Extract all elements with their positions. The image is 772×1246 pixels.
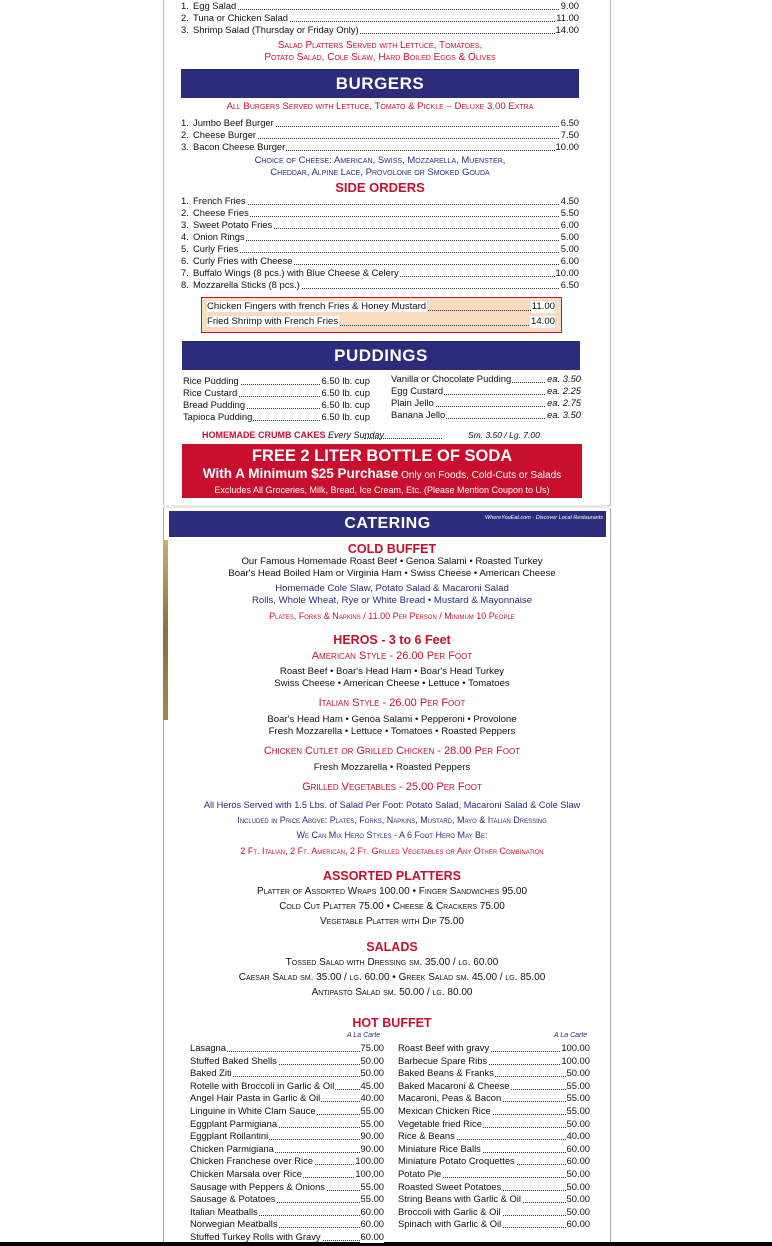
item-label: [190, 1067, 233, 1078]
pudding-item: [391, 373, 581, 385]
item-label: [398, 1105, 492, 1116]
hot-buffet-item: [190, 1055, 384, 1067]
item-price: 6.50: [560, 117, 579, 128]
heros-note2: Included in Price Above: Plates, Forks, Napkins, Mustard, Mayo & Italian Dressing: [237, 815, 547, 825]
item-name: Stuffed Baked Shells: [190, 1054, 277, 1066]
item-price: 75.00: [360, 1042, 384, 1053]
item-name: String Beans with Garlic & Oil: [398, 1193, 521, 1205]
hot-buffet-item: [398, 1042, 590, 1054]
hot-buffet-item: [398, 1067, 590, 1079]
item-label: [398, 1218, 502, 1229]
pudding-item: [391, 385, 581, 397]
item-name: Rice Pudding: [183, 375, 239, 386]
heros-american-l2: Swiss Cheese • American Cheese • Lettuce • Tomatoes: [274, 678, 510, 689]
salad-item: [181, 12, 579, 24]
scan-edge: [163, 540, 168, 720]
item-name: Bread Pudding: [183, 399, 246, 410]
item-name: Tuna or Chicken Salad: [193, 12, 289, 23]
item-price: 6.00: [560, 255, 579, 266]
side-order-item: [181, 231, 579, 243]
heros-note4: 2 Ft. Italian, 2 Ft. American, 2 Ft. Grilled Vegetables or Any Other Combination: [240, 846, 544, 856]
hot-buffet-item: [398, 1143, 590, 1155]
item-price: 55.00: [566, 1105, 590, 1116]
item-label: [181, 207, 250, 218]
item-name: Egg Salad: [193, 0, 237, 11]
item-price: 55.00: [360, 1193, 384, 1205]
item-label: [181, 117, 275, 128]
item-label: [190, 1193, 276, 1204]
crumb-cakes-line: [202, 429, 542, 441]
item-name: French Fries: [193, 195, 246, 206]
item-label: [398, 1130, 456, 1141]
heros-italian: Italian Style - 26.00 Per Foot: [318, 697, 466, 709]
item-name: Norwegian Meatballs: [190, 1218, 278, 1230]
cheese-choice-2: Cheddar, Alpine Lace, Provolone or Smoked Gouda: [270, 167, 490, 178]
item-label: [398, 1143, 482, 1154]
item-label: [181, 12, 289, 23]
item-number: 1.: [181, 0, 189, 11]
item-price: 11.00: [531, 301, 555, 312]
item-name: Baked Ziti: [190, 1067, 232, 1079]
item-label: [190, 1105, 317, 1116]
platters-title: ASSORTED PLATTERS: [323, 869, 461, 883]
item-price: 55.00: [360, 1105, 384, 1116]
hot-buffet-item: [398, 1055, 590, 1067]
pudding-item: [183, 387, 370, 399]
item-name: Linguine in White Clam Sauce: [190, 1105, 316, 1116]
item-label: [181, 231, 246, 242]
side-order-item: [181, 255, 579, 267]
item-name: Potato Pie: [398, 1168, 442, 1179]
soda-minimum: With A Minimum $25 Purchase: [202, 466, 399, 481]
item-label: [181, 0, 237, 11]
hot-buffet-item: [398, 1193, 590, 1205]
heros-veg: Grilled Vegetables - 25.00 Per Foot: [302, 781, 482, 793]
item-name: Sausage with Peppers & Onions: [190, 1180, 325, 1192]
item-price: 60.00: [566, 1142, 590, 1154]
item-label: [398, 1067, 495, 1078]
salads-line1: Tossed Salad with Dressing sm. 35.00 / lg. 60.00: [285, 957, 499, 968]
item-price: ea. 3.50: [547, 373, 581, 384]
item-price: 50.00: [360, 1067, 384, 1079]
item-label: [398, 1055, 488, 1066]
item-label: [391, 373, 512, 384]
item-name: Vanilla or Chocolate Pudding: [391, 373, 512, 384]
item-price: 45.00: [360, 1079, 384, 1091]
item-label: [181, 24, 360, 35]
hot-buffet-item: [398, 1181, 590, 1193]
item-label: [391, 397, 435, 408]
soda-only-on: Only on Foods, Cold-Cuts or Salads: [401, 470, 562, 481]
item-price: 6.50: [560, 279, 579, 290]
item-name: Broccoli with Garlic & Oil: [398, 1205, 501, 1217]
hot-buffet-item: [398, 1168, 590, 1180]
item-number: 2.: [181, 12, 189, 23]
item-label: [190, 1181, 326, 1192]
heros-american-l1: Roast Beef • Boar's Head Ham • Boar's Head Turkey: [279, 666, 505, 677]
cheese-choice-1: Choice of Cheese: American, Swiss, Mozzarella, Muenster,: [254, 155, 506, 166]
item-name: Buffalo Wings (8 pcs.) with Blue Cheese & Celery: [193, 267, 399, 278]
item-label: [398, 1206, 502, 1217]
item-price: 90.00: [360, 1142, 384, 1154]
side-orders-title: SIDE ORDERS: [335, 180, 425, 195]
soda-excludes: Excludes All Groceries, Milk, Bread, Ice Cream, Etc. (Please Mention Coupon to Us): [214, 485, 550, 495]
item-price: 50.00: [566, 1180, 590, 1192]
item-number: 8.: [181, 279, 189, 290]
soda-headline: FREE 2 LITER BOTTLE OF SODA: [251, 447, 513, 465]
item-name: Miniature Potato Croquettes: [398, 1155, 515, 1167]
item-price: 5.50: [560, 207, 579, 218]
item-label: [190, 1130, 269, 1141]
item-price: 50.00: [360, 1054, 384, 1066]
item-name: Mexican Chicken Rice: [398, 1105, 491, 1116]
burgers-note: All Burgers Served with Lettuce, Tomato & Pickle – Deluxe 3.00 Extra: [226, 101, 534, 112]
item-name: Cheese Fries: [193, 207, 249, 218]
hot-buffet-item: [190, 1206, 384, 1218]
cold-buffet-line2: Boar's Head Boiled Ham or Virginia Ham • Swiss Cheese • American Cheese: [228, 568, 556, 579]
platters-line1: Platter of Assorted Wraps 100.00 • Finger Sandwiches 95.00: [256, 886, 528, 897]
item-label: [190, 1042, 227, 1053]
a-la-carte-left: A La Carte: [347, 1032, 381, 1039]
cold-buffet-line4: Rolls, Whole Wheat, Rye or White Bread • Mustard & Mayonnaise: [251, 595, 533, 606]
hot-buffet-item: [190, 1130, 384, 1142]
item-price: 50.00: [566, 1067, 590, 1079]
hot-buffet-item: [398, 1105, 590, 1117]
item-price: 60.00: [360, 1231, 384, 1242]
hot-buffet-item: [398, 1130, 590, 1142]
item-label: [181, 267, 400, 278]
item-label: [207, 316, 339, 327]
salads-line2: Caesar Salad sm. 35.00 / lg. 60.00 • Greek Salad sm. 45.00 / lg. 85.00: [238, 972, 546, 983]
item-label: [183, 375, 240, 386]
salads-title: SALADS: [366, 940, 418, 954]
salad-item: [181, 24, 579, 36]
side-order-item: [181, 267, 579, 279]
leader-dots: [181, 9, 579, 10]
item-label: [181, 141, 286, 152]
item-price: 5.00: [560, 231, 579, 242]
item-label: [398, 1118, 483, 1129]
item-label: [181, 279, 301, 290]
item-price: ea. 2.75: [547, 397, 581, 408]
hot-buffet-item: [398, 1206, 590, 1218]
item-name: Eggplant Parmigiana: [190, 1117, 278, 1129]
item-number: 3.: [181, 24, 189, 35]
item-label: [183, 399, 246, 410]
item-name: Baked Macaroni & Cheese: [398, 1079, 510, 1091]
item-label: [190, 1092, 321, 1103]
item-label: [190, 1231, 322, 1242]
item-name: Eggplant Rollantini: [190, 1130, 269, 1142]
item-price: 55.00: [566, 1079, 590, 1091]
item-label: [181, 255, 294, 266]
item-name: Chicken Franchese over Rice: [190, 1155, 313, 1167]
heros-title: HEROS - 3 to 6 Feet: [333, 633, 451, 647]
item-price: 5.00: [560, 243, 579, 254]
item-label: [207, 301, 427, 312]
cold-buffet-line5: Plates, Forks & Napkins / 11.00 Per Person / Minimum 10 People: [269, 611, 515, 621]
cold-buffet-line1: Our Famous Homemade Roast Beef • Genoa Salami • Roasted Turkey: [241, 556, 543, 567]
pudding-item: [391, 397, 581, 409]
item-label: [190, 1080, 335, 1091]
heros-chicken-l1: Fresh Mozzarella • Roasted Peppers: [313, 762, 471, 773]
item-price: 100.00: [355, 1168, 384, 1179]
item-number: 7.: [181, 267, 189, 278]
heros-italian-l1: Boar's Head Ham • Genoa Salami • Pepperoni • Provolone: [267, 714, 517, 725]
item-price: ea. 2.25: [547, 385, 581, 396]
item-number: 3.: [181, 141, 189, 152]
item-price: 55.00: [360, 1180, 384, 1192]
side-order-item: [181, 243, 579, 255]
item-price: 14.00: [530, 316, 555, 327]
item-name: Sweet Potato Fries: [193, 219, 273, 230]
hot-buffet-item: [190, 1218, 384, 1230]
item-name: Onion Rings: [193, 231, 245, 242]
item-price: 6.50 lb. cup: [321, 387, 370, 398]
hot-buffet-item: [398, 1092, 590, 1104]
burger-item: [181, 117, 579, 129]
item-price: 6.50 lb. cup: [321, 411, 370, 422]
item-name: Chicken Marsala over Rice: [190, 1168, 303, 1179]
item-price: 60.00: [360, 1218, 384, 1230]
window-bottom-edge: [0, 1242, 772, 1246]
item-name: Chicken Parmigiana: [190, 1142, 274, 1154]
burger-item: [181, 141, 579, 153]
item-label: [181, 129, 257, 140]
salad-note-2: Potato Salad, Cole Slaw, Hard Boiled Eggs & Olives: [264, 52, 496, 63]
heros-american: American Style - 26.00 Per Foot: [311, 650, 473, 662]
soda-coupon: [182, 444, 582, 498]
item-name: Jumbo Beef Burger: [193, 117, 274, 128]
item-name: Chicken Fingers with french Fries & Honey Mustard: [207, 301, 427, 312]
item-price: 6.50 lb. cup: [321, 399, 370, 410]
item-label: [190, 1118, 278, 1129]
item-label: [190, 1155, 314, 1166]
item-name: Tapioca Pudding: [183, 411, 253, 422]
hot-buffet-item: [190, 1193, 384, 1205]
item-number: 2.: [181, 207, 189, 218]
item-label: [181, 219, 273, 230]
item-label: [398, 1168, 442, 1179]
item-name: Rice Custard: [183, 387, 238, 398]
item-label: [190, 1218, 279, 1229]
item-number: 1.: [181, 195, 189, 206]
item-price: 7.50: [560, 129, 579, 140]
item-label: [183, 411, 253, 422]
item-price: 100.00: [561, 1042, 590, 1053]
item-price: 9.00: [560, 0, 579, 11]
item-number: 1.: [181, 117, 189, 128]
item-name: Italian Meatballs: [190, 1205, 258, 1217]
crumb-cakes-day: Every Sunday: [328, 430, 385, 440]
platters-line3: Vegetable Platter with Dip 75.00: [320, 916, 464, 927]
item-label: [398, 1181, 502, 1192]
item-name: Curly Fries with Cheese: [193, 255, 293, 266]
item-name: Roast Beef with gravy: [398, 1042, 490, 1053]
item-price: 50.00: [566, 1117, 590, 1129]
item-price: 10.00: [555, 267, 579, 278]
item-label: [190, 1055, 278, 1066]
item-name: Bacon Cheese Burger: [193, 141, 286, 152]
combo-item: [207, 301, 555, 313]
item-label: [190, 1206, 259, 1217]
item-price: 60.00: [566, 1218, 590, 1230]
item-price: 6.00: [560, 219, 579, 230]
catering-banner: [169, 511, 606, 537]
item-name: Rotelle with Broccoli in Garlic & Oil: [190, 1079, 335, 1091]
item-label: [190, 1143, 275, 1154]
item-price: 55.00: [360, 1117, 384, 1129]
salad-item: [181, 0, 579, 12]
item-number: 2.: [181, 129, 189, 140]
hot-buffet-item: [190, 1155, 384, 1167]
pudding-item: [183, 411, 370, 423]
item-name: Mozzarella Sticks (8 pcs.): [193, 279, 300, 290]
item-price: 4.50: [560, 195, 579, 206]
item-name: Shrimp Salad (Thursday or Friday Only): [193, 24, 359, 35]
watermark: WhereYouEat.com · Discover Local Restaurants: [485, 515, 603, 521]
item-label: [398, 1042, 490, 1053]
platters-line2: Cold Cut Platter 75.00 • Cheese & Crackers 75.00: [279, 901, 505, 912]
item-price: 60.00: [566, 1155, 590, 1167]
item-name: Stuffed Turkey Rolls with Gravy: [190, 1231, 321, 1242]
item-name: Miniature Rice Balls: [398, 1142, 481, 1154]
item-price: 11.00: [556, 12, 579, 23]
item-price: 40.00: [360, 1092, 384, 1104]
item-price: 40.00: [566, 1130, 590, 1142]
item-label: [181, 195, 247, 206]
item-label: [398, 1193, 522, 1204]
item-name: Angel Hair Pasta in Garlic & Oil: [190, 1092, 321, 1104]
item-name: Fried Shrimp with French Fries: [207, 316, 339, 327]
item-name: Curly Fries: [193, 243, 239, 254]
hot-buffet-item: [190, 1168, 384, 1180]
heros-chicken: Chicken Cutlet or Grilled Chicken - 28.00 Per Foot: [263, 745, 521, 757]
item-name: Roasted Sweet Potatoes: [398, 1180, 502, 1192]
item-name: Baked Beans & Franks: [398, 1067, 494, 1079]
hot-buffet-item: [190, 1092, 384, 1104]
heros-italian-l2: Fresh Mozzarella • Lettuce • Tomatoes • Roasted Peppers: [268, 726, 516, 737]
crumb-cakes-label: HOMEMADE CRUMB CAKES: [202, 430, 326, 440]
item-name: Sausage & Potatoes: [190, 1193, 276, 1205]
side-order-item: [181, 219, 579, 231]
hot-buffet-title: HOT BUFFET: [352, 1016, 432, 1030]
item-label: [398, 1155, 516, 1166]
item-name: Plain Jello: [391, 397, 434, 408]
item-name: Banana Jello: [391, 409, 446, 420]
item-name: Rice & Beans: [398, 1130, 455, 1142]
item-name: Vegetable fried Rice: [398, 1117, 482, 1129]
item-price: 60.00: [360, 1205, 384, 1217]
item-label: [190, 1168, 303, 1179]
pudding-item: [183, 375, 370, 387]
item-price: 6.50 lb. cup: [321, 375, 370, 386]
item-price: 55.00: [566, 1092, 590, 1104]
leader-dots: [181, 252, 579, 253]
puddings-banner: PUDDINGS: [182, 341, 580, 370]
item-price: 100.00: [561, 1054, 590, 1066]
item-number: 6.: [181, 255, 189, 266]
item-price: 50.00: [566, 1205, 590, 1217]
hot-buffet-item: [190, 1143, 384, 1155]
item-label: [391, 385, 444, 396]
item-price: 100.00: [355, 1155, 384, 1167]
crumb-cakes-price: Sm. 3.50 / Lg. 7.00: [468, 430, 540, 440]
item-price: 14.00: [555, 24, 579, 35]
heros-note3: We Can Mix Hero Styles - A 6 Foot Hero May Be:: [296, 830, 488, 840]
side-order-item: [181, 279, 579, 291]
item-price: 50.00: [566, 1168, 590, 1179]
item-label: [391, 409, 446, 420]
item-name: Lasagna: [190, 1042, 226, 1053]
item-price: 50.00: [566, 1193, 590, 1205]
cold-buffet-title: COLD BUFFET: [347, 542, 437, 556]
item-name: Spinach with Garlic & Oil: [398, 1218, 502, 1230]
side-order-item: [181, 207, 579, 219]
salad-note-1: Salad Platters Served with Lettuce, Tomatoes,: [277, 40, 483, 51]
item-label: [398, 1092, 502, 1103]
item-name: Barbecue Spare Ribs: [398, 1054, 488, 1066]
combo-item: [207, 316, 555, 328]
crumb-dots: [364, 438, 442, 439]
hot-buffet-item: [190, 1042, 384, 1054]
item-label: [183, 387, 238, 398]
hot-buffet-item: [398, 1155, 590, 1167]
soda-condition: [182, 466, 582, 484]
item-price: ea. 3.50: [547, 409, 581, 420]
hot-buffet-item: [190, 1105, 384, 1117]
item-label: [398, 1080, 511, 1091]
cold-buffet-line3: Homemade Cole Slaw, Potato Salad & Macaroni Salad: [275, 583, 509, 594]
item-price: 90.00: [360, 1130, 384, 1142]
burgers-banner: BURGERS: [181, 69, 579, 98]
pudding-item: [391, 409, 581, 421]
hot-buffet-item: [190, 1067, 384, 1079]
burger-item: [181, 129, 579, 141]
hot-buffet-item: [398, 1218, 590, 1230]
pudding-item: [183, 399, 370, 411]
hot-buffet-item: [398, 1118, 590, 1130]
item-number: 3.: [181, 219, 189, 230]
item-number: 4.: [181, 231, 189, 242]
item-price: 10.00: [555, 141, 579, 152]
item-name: Macaroni, Peas & Bacon: [398, 1092, 502, 1104]
item-number: 5.: [181, 243, 189, 254]
item-name: Cheese Burger: [193, 129, 257, 140]
item-name: Egg Custard: [391, 385, 444, 396]
hot-buffet-item: [398, 1080, 590, 1092]
side-order-item: [181, 195, 579, 207]
heros-note1: All Heros Served with 1.5 Lbs. of Salad Per Foot: Potato Salad, Macaroni Salad & Cole Slaw: [203, 800, 581, 810]
hot-buffet-item: [190, 1118, 384, 1130]
hot-buffet-item: [190, 1181, 384, 1193]
salads-line3: Antipasto Salad sm. 50.00 / lg. 80.00: [311, 987, 473, 998]
hot-buffet-item: [190, 1080, 384, 1092]
a-la-carte-right: A La Carte: [554, 1032, 588, 1039]
catering-title: CATERING: [344, 515, 431, 532]
item-label: [181, 243, 239, 254]
